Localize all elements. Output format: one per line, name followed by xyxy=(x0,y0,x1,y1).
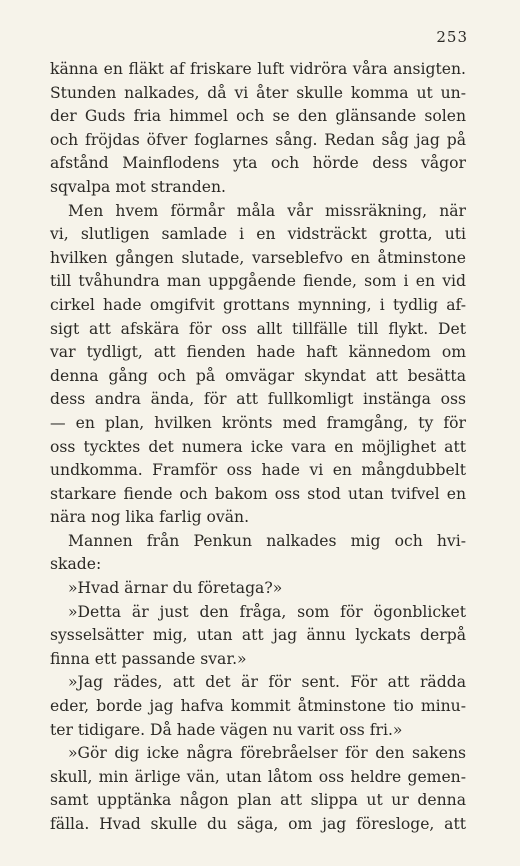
text-line: finna ett passande svar.» xyxy=(50,649,247,668)
text-line: sysselsätter mig, utan att jag ännu lyckats derpå xyxy=(50,626,466,645)
text-line: oss tycktes det numera icke vara en möjlighet att xyxy=(50,437,466,456)
text-line: eder, borde jag hafva kommit åtminstone tio minu- xyxy=(50,697,466,716)
text-line: undkomma. Framför oss hade vi en mångdubbelt xyxy=(50,461,466,480)
text-line: afstånd Mainflodens yta och hörde dess vågor xyxy=(50,154,466,173)
text-line: var tydligt, att fienden hade haft kännedom om xyxy=(50,343,466,362)
text-line: Mannen från Penkun nalkades mig och hvi- xyxy=(68,531,466,550)
text-line: sigt att afskära för oss allt tillfälle till flykt. Det xyxy=(50,319,466,338)
text-line: samt upptänka någon plan att slippa ut ur denna xyxy=(50,791,466,810)
text-line: skull, min ärlige vän, utan låtom oss heldre gemen- xyxy=(50,767,466,786)
text-line: skade: xyxy=(50,555,102,574)
text-line: ter tidigare. Då hade vägen nu varit oss fri.» xyxy=(50,720,403,739)
text-line: känna en fläkt af friskare luft vidröra våra ansigten. xyxy=(50,60,466,78)
text-line: — en plan, hvilken krönts med framgång, ty för xyxy=(50,413,466,432)
body-text xyxy=(50,58,466,837)
text-line: »Hvad ärnar du företaga?» xyxy=(68,579,283,598)
text-line: »Gör dig icke några förebråelser för den sakens xyxy=(68,744,466,763)
text-line: till tvåhundra man uppgående fiende, som i en vid xyxy=(50,272,466,291)
text-line: hvilken gången slutade, varseblefvo en åtminstone xyxy=(50,248,466,267)
text-line: »Jag rädes, att det är för sent. För att rädda xyxy=(68,673,466,692)
text-line: fälla. Hvad skulle du säga, om jag föresloge, att xyxy=(50,815,466,833)
text-line: Men hvem förmår måla vår missräkning, när xyxy=(68,201,466,220)
page-number: 253 xyxy=(436,28,468,46)
text-line: nära nog lika farlig ovän. xyxy=(50,508,250,527)
text-line: sqvalpa mot stranden. xyxy=(50,177,226,196)
text-line: starkare fiende och bakom oss stod utan tvifvel en xyxy=(50,484,466,503)
text-line: dess andra ända, för att fullkomligt instänga oss xyxy=(50,390,466,409)
text-line: »Detta är just den fråga, som för ögonblicket xyxy=(68,602,466,621)
text-line: cirkel hade omgifvit grottans mynning, i tydlig af- xyxy=(50,295,466,314)
text-line: der Guds fria himmel och se den glänsande solen xyxy=(50,107,466,126)
text-line: Stunden nalkades, då vi åter skulle komma ut un- xyxy=(50,83,466,102)
text-line: denna gång och på omvägar skyndat att besätta xyxy=(50,366,466,385)
text-line: och fröjdas öfver foglarnes sång. Redan såg jag på xyxy=(50,130,466,149)
text-line: vi, slutligen samlade i en vidsträckt grotta, uti xyxy=(50,225,466,244)
